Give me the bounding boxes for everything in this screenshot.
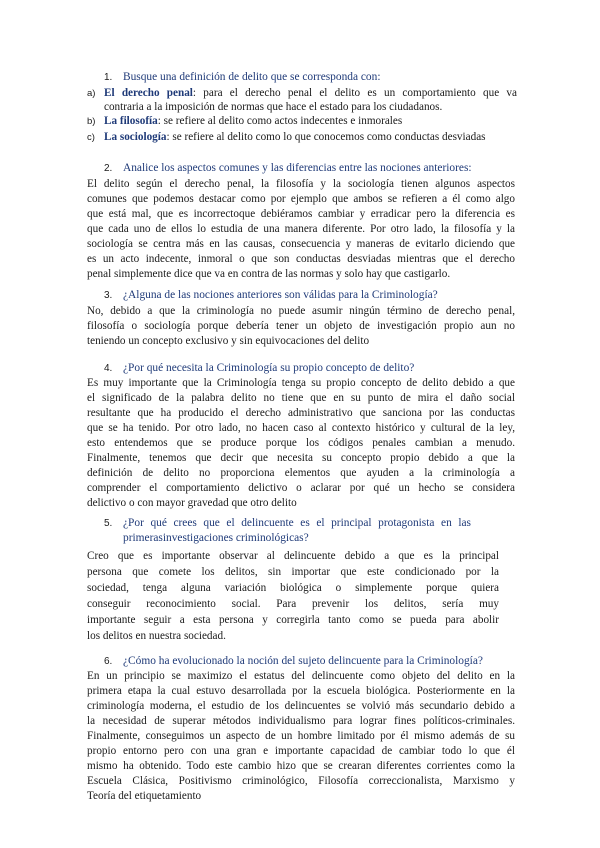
answer-line: El delito según el derecho penal, la filosofía y la sociología tienen algunos aspectos xyxy=(87,178,515,190)
question-text: ¿Por qué necesita la Criminología su propio concepto de delito? xyxy=(123,362,415,374)
question-number: 2. xyxy=(104,163,113,174)
term-filosofia: La filosofía xyxy=(104,115,158,127)
answer-line: Finalmente, tenemos que decir que necesita su concepto propio debido a que la xyxy=(87,452,515,464)
answer-line: comprender el comportamiento delictivo o aclarar por qué un hecho se considera xyxy=(87,482,515,494)
answer-line: Es muy importante que la Criminología tenga su propio concepto de delito debido a que xyxy=(87,377,515,389)
list-item-b xyxy=(87,115,517,129)
answer-line: Escuela Clásica, Positivismo criminológico, Filosofía correccionalista, Marxismo y xyxy=(87,775,515,787)
answer-line: que cada uno de ellos lo estudia de una manera diferente. Por otro lado, la filosofía y la xyxy=(87,223,515,235)
answer-line: el significado de la palabra delito no tiene que en su punto de mira el daño social xyxy=(87,392,515,404)
answer-line: Finalmente, conseguimos un aspecto de un hombre limitado por él mismo además de su xyxy=(87,730,515,742)
list-marker: a) xyxy=(87,88,96,99)
list-marker: c) xyxy=(87,132,95,143)
question-number: 5. xyxy=(104,518,113,529)
question-text: Analice los aspectos comunes y las diferencias entre las nociones anteriores: xyxy=(123,162,472,174)
answer-line: mismo ha obtenido. Todo este cambio hizo que se crearan diferentes corrientes como la xyxy=(87,760,515,772)
question-text: Busque una definición de delito que se corresponda con: xyxy=(123,71,381,83)
answer-line: No, debido a que la criminología no puede asumir ningún término de derecho penal, xyxy=(87,305,515,317)
answer-line: es un acto indecente, inmoral o que son conductas desviadas mientras que el derecho xyxy=(87,253,515,265)
answer-line: teniendo un concepto exclusivo y sin equivocaciones del delito xyxy=(87,335,370,347)
answer-line: Creo que es importante observar al delincuente debido a que es la principal xyxy=(87,550,499,562)
answer-line: persona que comete los delitos, sin importar que este condicionado por la xyxy=(87,566,499,578)
answer-line: sociología se centra más en las causas, consecuencia y maneras de evitarlo diciendo que xyxy=(87,238,515,250)
question-text: ¿Por qué crees que el delincuente es el principal protagonista en las xyxy=(123,517,471,529)
answer-line: sociedad, tenga alguna variación biológica o simplemente porque quiera xyxy=(87,582,499,594)
answer-line: importante seguir a esta persona y corregirla tanto como se pueda para abolir xyxy=(87,614,499,626)
answer-line: propio entorno pero con una gran e importante capacidad de cambiar todo lo que él xyxy=(87,745,515,757)
answer-line: la necesidad de superar métodos individualismo para lograr fines políticos-criminales. xyxy=(87,715,515,727)
answer-line: comunes que podemos destacar como por ejemplo que ambos se refieren a él como algo xyxy=(87,193,515,205)
list-item-line: La sociología: se refiere al delito como lo que conocemos como conductas desviadas xyxy=(104,131,486,143)
question-number: 3. xyxy=(104,290,113,301)
list-item-line: La filosofía: se refiere al delito como actos indecentes e inmorales xyxy=(104,115,403,127)
list-item-a xyxy=(87,87,517,115)
answer-line: filosofía o sociología porque debería tener un objeto de investigación propio aun no xyxy=(87,320,515,332)
list-item-line: contraria a la imposición de normas que hace el estado para los ciudadanos. xyxy=(104,101,443,113)
question-text: ¿Cómo ha evolucionado la noción del sujeto delincuente para la Criminología? xyxy=(123,655,483,667)
answer-line: criminología moderna, el estudio de los delincuentes se volvió más secundario debido a xyxy=(87,700,515,712)
question-number: 6. xyxy=(104,656,113,667)
answer-line: que se ha tenido. Por otro lado, no hacen caso al contexto histórico y cultural de la ley, xyxy=(87,422,515,434)
list-item-line: El derecho penal: para el derecho penal el delito es un comportamiento que va xyxy=(104,87,517,99)
term-sociologia: La sociología xyxy=(104,131,167,143)
answer-line: resultante que ha producido el derecho administrativo que sanciona por las conductas xyxy=(87,407,515,419)
question-number: 1. xyxy=(104,72,113,83)
question-text: primerasinvestigaciones criminológicas? xyxy=(123,532,309,544)
answer-line: penal simplemente dice que va en contra de las normas y solo hay que castigarlo. xyxy=(87,268,451,280)
question-number: 4. xyxy=(104,363,113,374)
list-item-c xyxy=(87,131,517,145)
answer-line: definición de delito no proporciona elementos que ayuden a la criminología a xyxy=(87,467,515,479)
answer-line: Teoría del etiquetamiento xyxy=(87,790,202,802)
answer-line: conseguir reconocimiento social. Para prevenir los delitos, sería muy xyxy=(87,598,499,610)
term-derecho-penal: El derecho penal xyxy=(104,87,193,99)
list-marker: b) xyxy=(87,116,96,127)
answer-line: primera etapa la cual estuvo desarrollada por la escuela biológica. Posteriormente en la xyxy=(87,685,515,697)
question-text: ¿Alguna de las nociones anteriores son válidas para la Criminología? xyxy=(123,289,438,301)
answer-line: En un principio se maximizo el estatus del delincuente como objeto del delito en la xyxy=(87,670,515,682)
answer-line: esto entendemos que se produce porque los códigos penales cambian a menudo. xyxy=(87,437,515,449)
answer-line: delictivo o con mayor gravedad que otro delito xyxy=(87,497,297,509)
answer-line: que está mal, que es incorrectoque debiéramos cambiar y erradicar pero la diferencia es xyxy=(87,208,515,220)
answer-line: los delitos en nuestra sociedad. xyxy=(87,630,226,642)
